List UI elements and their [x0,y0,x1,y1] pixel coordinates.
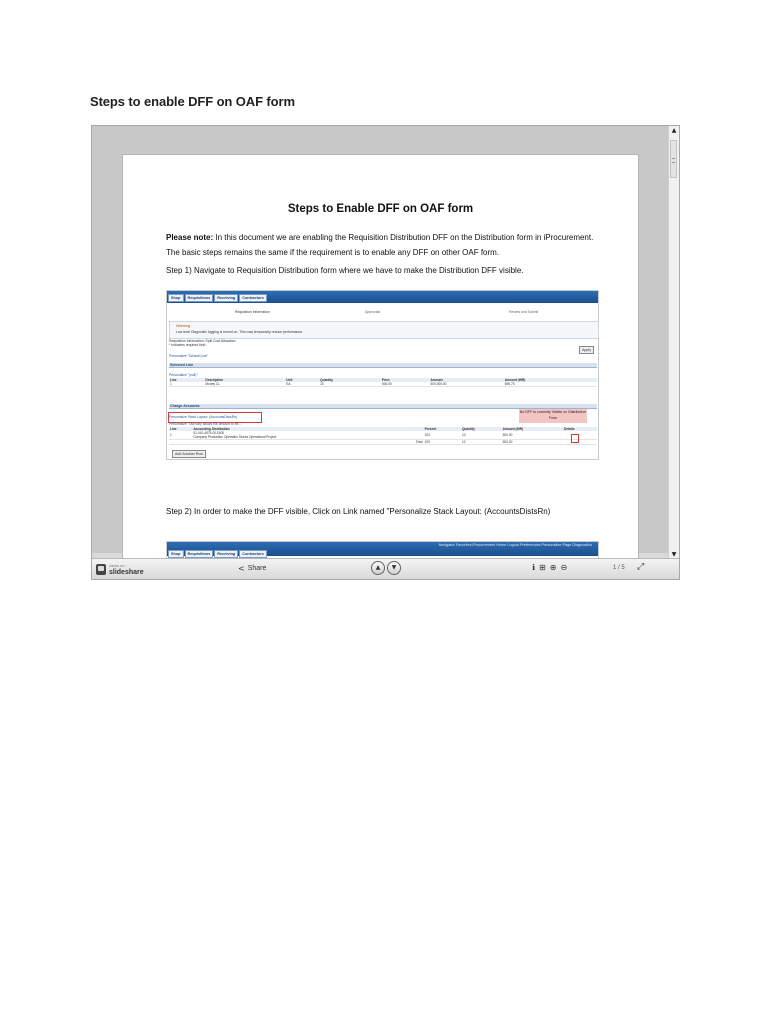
share-icon: < [238,564,245,573]
tab-requisitions: Requisitions [185,550,214,558]
slide-navigation [371,561,401,575]
charge-accounts-header: Charge Accounts [169,404,597,409]
total-percent: 100 [424,440,461,445]
column-header: Line [169,378,204,382]
tab-requisitions: Requisitions [185,294,214,302]
viewer-toolbar [92,558,679,579]
column-header: Quantity [319,378,381,382]
slide-note [166,230,606,260]
train-step: Approvals [365,310,381,314]
tab-shop: Shop [168,550,184,558]
note-label: Please note: [166,233,214,242]
app-tabs [168,550,267,558]
table-cell: 1 [169,431,192,440]
apply-button: Apply [579,346,594,354]
zoom-out-icon[interactable]: ⊖ [560,563,568,572]
account-description: Company Production Operation Stores Operational Project [193,435,277,439]
slideshare-brand[interactable] [96,562,144,576]
table-cell: 1 [169,382,204,387]
page-indicator: 1 / 5 [613,565,625,571]
global-links: Navigator Favorites iProcurement Home Logout Preferences Personalize Page Diagnostics [438,543,592,547]
previous-slide-button[interactable] [371,561,385,575]
table-cell [563,431,597,440]
personalize-stack-layout-link: Personalize Stack Layout: (AccountsDistsRn) [169,415,238,419]
brand-name: slideshare [109,569,144,576]
column-header: Amount (INR) [502,427,563,431]
app-tabs [168,294,267,302]
column-header: Amount [430,378,504,382]
document-heading: Steps to enable DFF on OAF form [90,94,295,109]
train-navigation [167,304,598,318]
personalize-default-link: Personalize "Default Line" [169,354,209,358]
column-header: Description [204,378,285,382]
zoom-in-icon[interactable]: ⊕ [549,563,557,572]
step-1-text: Step 1) Navigate to Requisition Distribution form where we have to make the Distribution DFF visible. [166,266,524,275]
personalize-table-link: Personalize "(null)" [169,373,198,377]
account-code: 01-410-4575-00-0000 [193,431,225,435]
next-slide-button[interactable] [387,561,401,575]
table-cell: 500,000.00 [430,382,504,387]
total-label: Total [192,440,423,445]
scroll-down-icon[interactable]: ▼ [671,551,677,558]
table-cell: Money CL [204,382,285,387]
column-header: Amount (INR) [504,378,597,382]
highlight-box [571,434,579,443]
binoculars-icon[interactable]: ⊞ [539,563,546,572]
column-header: Line [169,427,192,431]
personalize-table2-link: Personalize "Tax/Vary allows the amount to be..." [169,422,243,426]
column-header: Price [381,378,430,382]
scroll-thumb[interactable] [670,140,677,178]
table-row [169,431,597,440]
table-cell: 500.00 [381,382,430,387]
tab-receiving: Receiving [214,550,238,558]
total-quantity: 10 [461,440,502,445]
column-header: Quantity [461,427,502,431]
info-icon[interactable]: ℹ [532,563,536,572]
table-cell: 10 [461,431,502,440]
fullscreen-icon[interactable]: ⤢ [637,562,645,572]
selected-line-table [169,378,597,387]
column-header: Details [563,427,597,431]
total-amount: 500.00 [502,440,563,445]
viewer-tools [532,563,567,572]
slideshare-viewer [91,125,680,580]
total-row [169,440,597,445]
table-cell: 500.00 [502,431,563,440]
table-cell: 100 [424,431,461,440]
table-cell: 695.75 [504,382,597,387]
viewer-canvas [92,126,670,556]
scroll-up-icon[interactable]: ▲ [671,127,677,134]
tab-shop: Shop [168,294,184,302]
note-text: In this document we are enabling the Requisition Distribution DFF on the Distribution form in iProcurement. The basic steps remains the same if the requirement is to enable any DFF on other OAF form. [166,233,594,257]
train-step: Requisition Information [235,310,270,314]
slide-page [122,154,639,574]
tab-contractors: Contractors [239,294,267,302]
req-info-text: Requisition Information: Split Cost Allocation [169,339,236,343]
vertical-scrollbar[interactable] [668,126,679,559]
column-header: Unit [285,378,319,382]
brand-caption: views on [109,563,125,568]
dff-not-visible-note: No DFF is currently Visible on Distribution Form [519,409,587,423]
table-row [169,382,597,387]
table-cell: 10 [319,382,381,387]
slide-title: Steps to Enable DFF on OAF form [287,203,474,215]
column-header: Accounting Distribution [192,427,423,431]
share-label: Share [247,565,267,572]
up-arrow-icon: ▲ [375,564,381,571]
required-hint: * Indicates required field [169,343,206,347]
slideshare-logo-icon [96,564,106,575]
train-step: Review and Submit [509,310,539,314]
tab-receiving: Receiving [214,294,238,302]
distribution-table [169,427,597,445]
tab-contractors: Contractors [239,550,267,558]
add-another-row-button: Add Another Row [172,450,206,458]
table-cell [192,431,423,440]
column-header: Percent [424,427,461,431]
share-button[interactable] [238,564,266,573]
table-cell: EA [285,382,319,387]
warning-box [169,321,599,339]
selected-line-header: Selected Line [169,363,597,368]
warning-title: Warning [176,324,190,328]
step-2-text: Step 2) In order to make the DFF visible, Click on Link named "Personalize Stack Layout: (AccountsDistsRn) [166,507,551,516]
requisition-screenshot [166,290,599,460]
down-arrow-icon: ▼ [391,564,397,571]
warning-text: Low level Diagnostic logging is turned on. This may temporarily reduce performance. [176,330,303,334]
